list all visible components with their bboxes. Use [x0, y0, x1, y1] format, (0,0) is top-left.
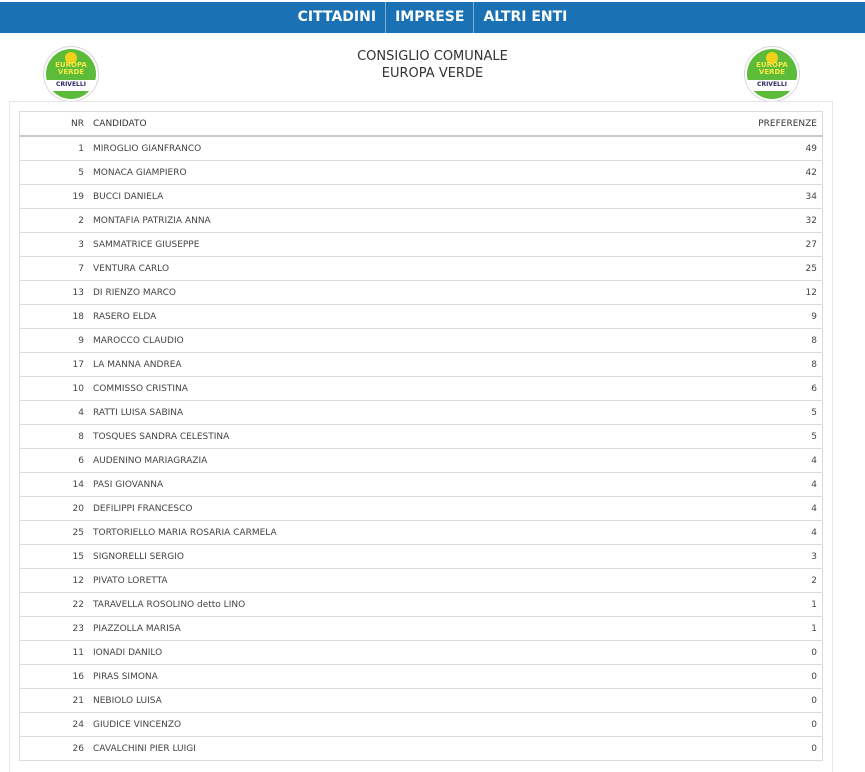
cell-preferenze: 34: [697, 185, 823, 209]
cell-preferenze: 5: [697, 401, 823, 425]
title-line-1: CONSIGLIO COMUNALE: [357, 49, 508, 64]
cell-nr: 8: [20, 425, 94, 449]
header-candidato: CANDIDATO: [93, 112, 697, 137]
logo-top-text: EUROPA VERDE: [55, 61, 87, 76]
cell-preferenze: 0: [697, 665, 823, 689]
title-line-2: EUROPA VERDE: [381, 66, 484, 81]
cell-preferenze: 8: [697, 353, 823, 377]
table-row: [20, 281, 823, 305]
cell-nr: 10: [20, 377, 94, 401]
cell-preferenze: 12: [697, 281, 823, 305]
cell-preferenze: 32: [697, 209, 823, 233]
table-row: [20, 497, 823, 521]
cell-nr: 6: [20, 449, 94, 473]
logo-bottom-text: CRIVELLI: [56, 81, 86, 88]
cell-candidato: AUDENINO MARIAGRAZIA: [93, 449, 697, 473]
table-row: [20, 617, 823, 641]
nav-imprese[interactable]: IMPRESE: [385, 2, 473, 33]
cell-nr: 18: [20, 305, 94, 329]
cell-preferenze: 42: [697, 161, 823, 185]
table-row: [20, 209, 823, 233]
cell-preferenze: 27: [697, 233, 823, 257]
cell-preferenze: 6: [697, 377, 823, 401]
cell-candidato: MAROCCO CLAUDIO: [93, 329, 697, 353]
cell-preferenze: 4: [697, 449, 823, 473]
table-row: [20, 377, 823, 401]
table-row: [20, 521, 823, 545]
cell-preferenze: 4: [697, 497, 823, 521]
cell-candidato: PIRAS SIMONA: [93, 665, 697, 689]
cell-preferenze: 4: [697, 521, 823, 545]
cell-nr: 7: [20, 257, 94, 281]
cell-nr: 3: [20, 233, 94, 257]
table-row: [20, 161, 823, 185]
table-row: [20, 329, 823, 353]
cell-nr: 5: [20, 161, 94, 185]
table-row: [20, 713, 823, 737]
cell-nr: 11: [20, 641, 94, 665]
cell-candidato: DI RIENZO MARCO: [93, 281, 697, 305]
cell-candidato: COMMISSO CRISTINA: [93, 377, 697, 401]
cell-candidato: TOSQUES SANDRA CELESTINA: [93, 425, 697, 449]
page-title: [0, 48, 865, 82]
table-row: [20, 233, 823, 257]
cell-nr: 17: [20, 353, 94, 377]
cell-nr: 12: [20, 569, 94, 593]
table-row: [20, 425, 823, 449]
cell-candidato: TARAVELLA ROSOLINO detto LINO: [93, 593, 697, 617]
table-row: [20, 689, 823, 713]
cell-nr: 19: [20, 185, 94, 209]
candidates-table: [19, 111, 823, 761]
cell-preferenze: 0: [697, 713, 823, 737]
table-row: [20, 641, 823, 665]
cell-candidato: MONACA GIAMPIERO: [93, 161, 697, 185]
party-logo-right: [745, 47, 799, 101]
table-row: [20, 593, 823, 617]
cell-preferenze: 0: [697, 689, 823, 713]
cell-nr: 4: [20, 401, 94, 425]
cell-candidato: CAVALCHINI PIER LUIGI: [93, 737, 697, 761]
table-row: [20, 185, 823, 209]
cell-preferenze: 1: [697, 617, 823, 641]
table-row: [20, 353, 823, 377]
cell-nr: 23: [20, 617, 94, 641]
logo-bottom-text: CRIVELLI: [757, 81, 787, 88]
cell-candidato: SIGNORELLI SERGIO: [93, 545, 697, 569]
logo-top-text: EUROPA VERDE: [756, 61, 788, 76]
cell-preferenze: 0: [697, 737, 823, 761]
cell-candidato: PIVATO LORETTA: [93, 569, 697, 593]
table-row: [20, 305, 823, 329]
cell-candidato: PASI GIOVANNA: [93, 473, 697, 497]
cell-candidato: MONTAFIA PATRIZIA ANNA: [93, 209, 697, 233]
cell-candidato: RASERO ELDA: [93, 305, 697, 329]
header-preferenze: PREFERENZE: [697, 112, 823, 137]
table-header-row: [20, 112, 823, 137]
cell-candidato: LA MANNA ANDREA: [93, 353, 697, 377]
table-row: [20, 473, 823, 497]
cell-nr: 16: [20, 665, 94, 689]
cell-nr: 13: [20, 281, 94, 305]
cell-candidato: BUCCI DANIELA: [93, 185, 697, 209]
nav-menu: [289, 2, 577, 33]
header-nr: NR: [20, 112, 94, 137]
cell-nr: 2: [20, 209, 94, 233]
cell-nr: 14: [20, 473, 94, 497]
cell-candidato: VENTURA CARLO: [93, 257, 697, 281]
nav-cittadini[interactable]: CITTADINI: [297, 9, 377, 25]
cell-preferenze: 2: [697, 569, 823, 593]
cell-nr: 26: [20, 737, 94, 761]
table-row: [20, 569, 823, 593]
cell-preferenze: 1: [697, 593, 823, 617]
page-header: [0, 33, 865, 103]
cell-candidato: DEFILIPPI FRANCESCO: [93, 497, 697, 521]
table-row: [20, 136, 823, 161]
cell-preferenze: 25: [697, 257, 823, 281]
cell-preferenze: 3: [697, 545, 823, 569]
cell-nr: 25: [20, 521, 94, 545]
cell-nr: 15: [20, 545, 94, 569]
cell-preferenze: 0: [697, 641, 823, 665]
cell-preferenze: 5: [697, 425, 823, 449]
cell-candidato: SAMMATRICE GIUSEPPE: [93, 233, 697, 257]
cell-candidato: MIROGLIO GIANFRANCO: [93, 136, 697, 161]
cell-candidato: IONADI DANILO: [93, 641, 697, 665]
table-row: [20, 665, 823, 689]
cell-preferenze: 4: [697, 473, 823, 497]
top-nav-bar: [0, 2, 865, 33]
table-row: [20, 449, 823, 473]
cell-candidato: PIAZZOLLA MARISA: [93, 617, 697, 641]
cell-nr: 22: [20, 593, 94, 617]
cell-nr: 1: [20, 136, 94, 161]
cell-nr: 24: [20, 713, 94, 737]
table-row: [20, 545, 823, 569]
table-row: [20, 737, 823, 761]
cell-nr: 20: [20, 497, 94, 521]
cell-nr: 21: [20, 689, 94, 713]
cell-candidato: NEBIOLO LUISA: [93, 689, 697, 713]
cell-preferenze: 8: [697, 329, 823, 353]
cell-preferenze: 9: [697, 305, 823, 329]
table-row: [20, 401, 823, 425]
cell-nr: 9: [20, 329, 94, 353]
cell-candidato: GIUDICE VINCENZO: [93, 713, 697, 737]
nav-altri-enti[interactable]: ALTRI ENTI: [473, 2, 576, 33]
cell-candidato: RATTI LUISA SABINA: [93, 401, 697, 425]
table-row: [20, 257, 823, 281]
cell-preferenze: 49: [697, 136, 823, 161]
cell-candidato: TORTORIELLO MARIA ROSARIA CARMELA: [93, 521, 697, 545]
